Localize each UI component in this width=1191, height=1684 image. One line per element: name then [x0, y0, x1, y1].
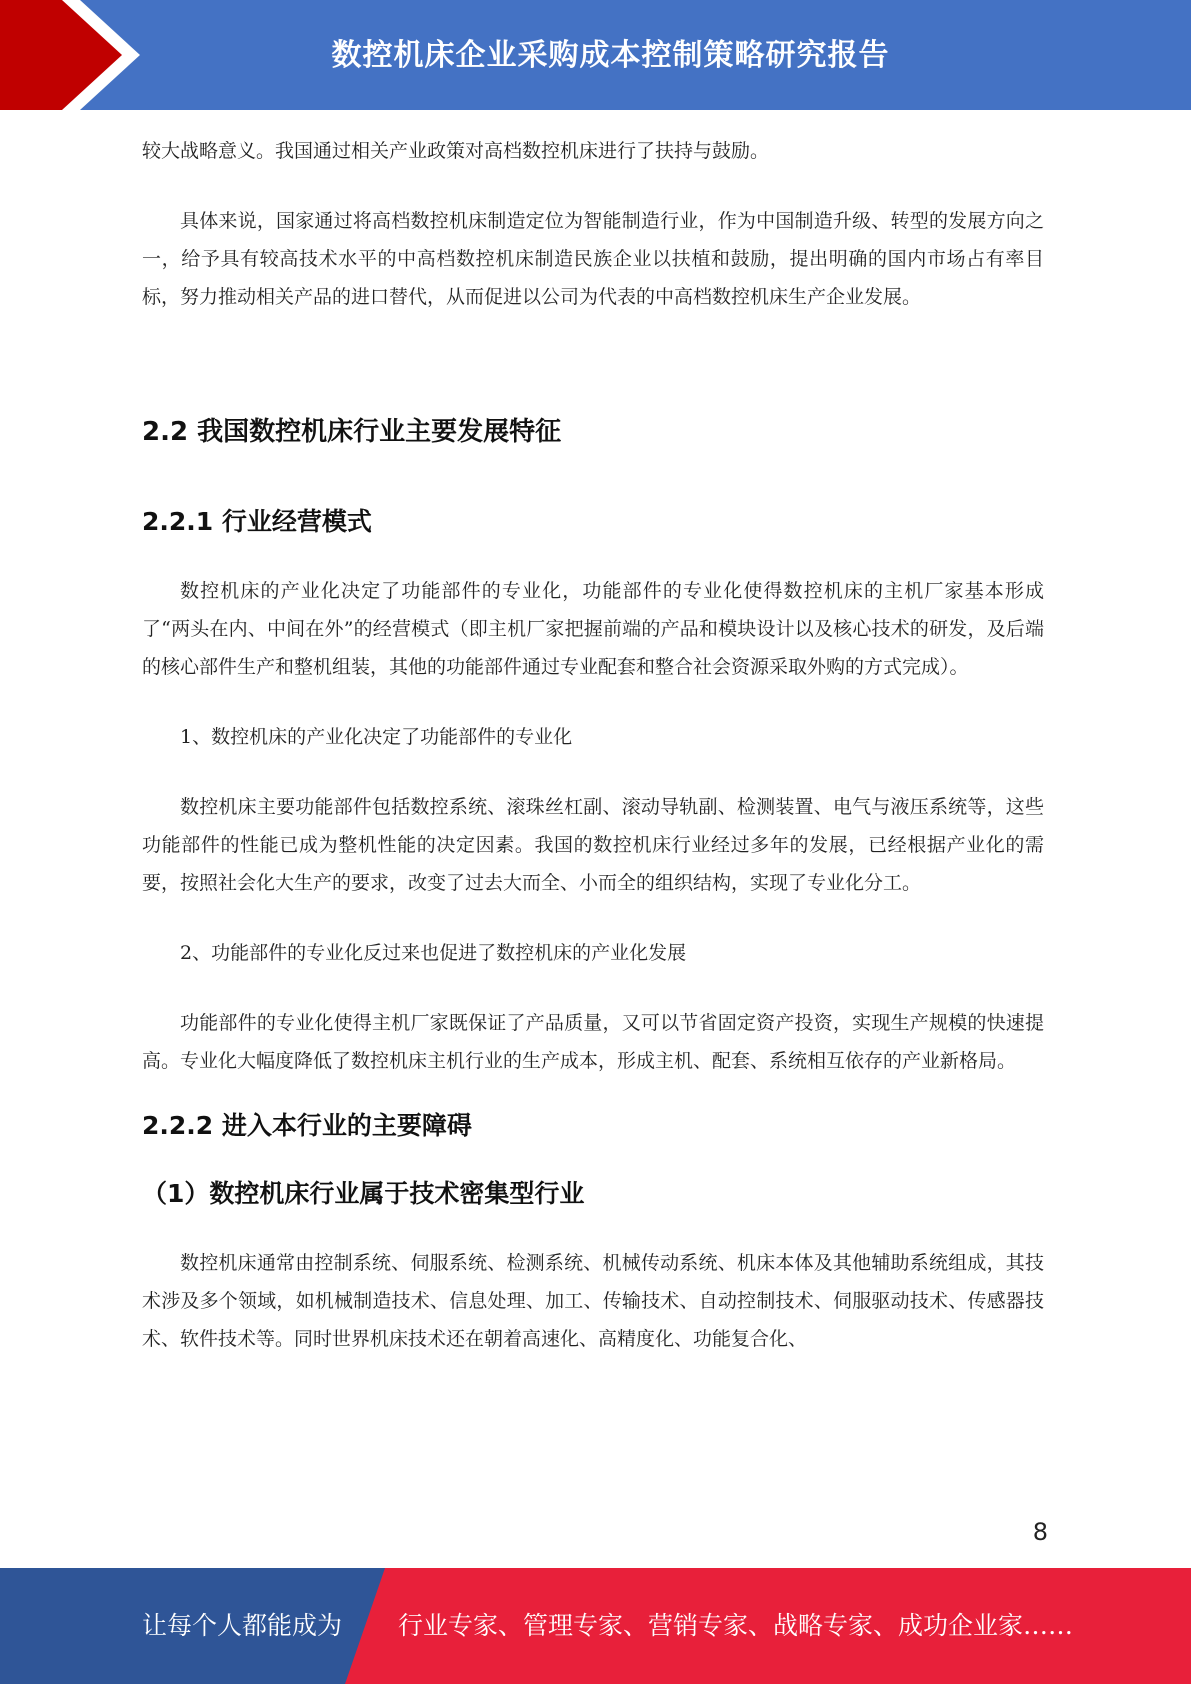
page-number: 8 — [1032, 1518, 1048, 1546]
list-item-1: 1、数控机床的产业化决定了功能部件的专业化 — [180, 726, 573, 748]
section-heading-2-2-2: 2.2.2 进入本行业的主要障碍 — [142, 1111, 472, 1140]
list-item-2: 2、功能部件的专业化反过来也促进了数控机床的产业化发展 — [180, 942, 687, 964]
footer-slogan-left: 让每个人都能成为 — [142, 1611, 343, 1640]
footer-slogan-right: 行业专家、管理专家、营销专家、战略专家、成功企业家…… — [398, 1611, 1074, 1640]
paragraph-policy: 具体来说，国家通过将高档数控机床制造定位为智能制造行业，作为中国制造升级、转型的发展方向之一，给予具有较高技术水平的中高档数控机床制造民族企业以扶植和鼓励，提出明确的国内市场占有率目标，努力推动相关产品的进口替代，从而促进以公司为代表的中高档数控机床生产企业发展。 — [142, 210, 1044, 308]
paragraph-business-mode: 数控机床的产业化决定了功能部件的专业化，功能部件的专业化使得数控机床的主机厂家基本形成了“两头在内、中间在外”的经营模式（即主机厂家把握前端的产品和模块设计以及核心技术的研发，及后端的核心部件生产和整机组装，其他的功能部件通过专业配套和整合社会资源采取外购的方式完成）。 — [142, 580, 1044, 678]
subsection-heading-barrier-1: （1）数控机床行业属于技术密集型行业 — [142, 1179, 585, 1208]
paragraph-intro: 较大战略意义。我国通过相关产业政策对高档数控机床进行了扶持与鼓励。 — [142, 140, 770, 162]
page-footer — [0, 1568, 1191, 1684]
page-content — [142, 132, 1044, 1390]
report-title: 数控机床企业采购成本控制策略研究报告 — [331, 38, 890, 73]
section-heading-2-2: 2.2 我国数控机床行业主要发展特征 — [142, 417, 562, 447]
page-header — [0, 0, 1191, 110]
paragraph-barrier-1: 数控机床通常由控制系统、伺服系统、检测系统、机械传动系统、机床本体及其他辅助系统组成，其技术涉及多个领域，如机械制造技术、信息处理、加工、传输技术、自动控制技术、伺服驱动技术、传感器技术、软件技术等。同时世界机床技术还在朝着高速化、高精度化、功能复合化、 — [142, 1252, 1044, 1350]
paragraph-item-2: 功能部件的专业化使得主机厂家既保证了产品质量，又可以节省固定资产投资，实现生产规模的快速提高。专业化大幅度降低了数控机床主机行业的生产成本，形成主机、配套、系统相互依存的产业新格局。 — [142, 1012, 1044, 1072]
section-heading-2-2-1: 2.2.1 行业经营模式 — [142, 507, 372, 536]
paragraph-item-1: 数控机床主要功能部件包括数控系统、滚珠丝杠副、滚动导轨副、检测装置、电气与液压系统等，这些功能部件的性能已成为整机性能的决定因素。我国的数控机床行业经过多年的发展，已经根据产业化的需要，按照社会化大生产的要求，改变了过去大而全、小而全的组织结构，实现了专业化分工。 — [142, 796, 1044, 894]
